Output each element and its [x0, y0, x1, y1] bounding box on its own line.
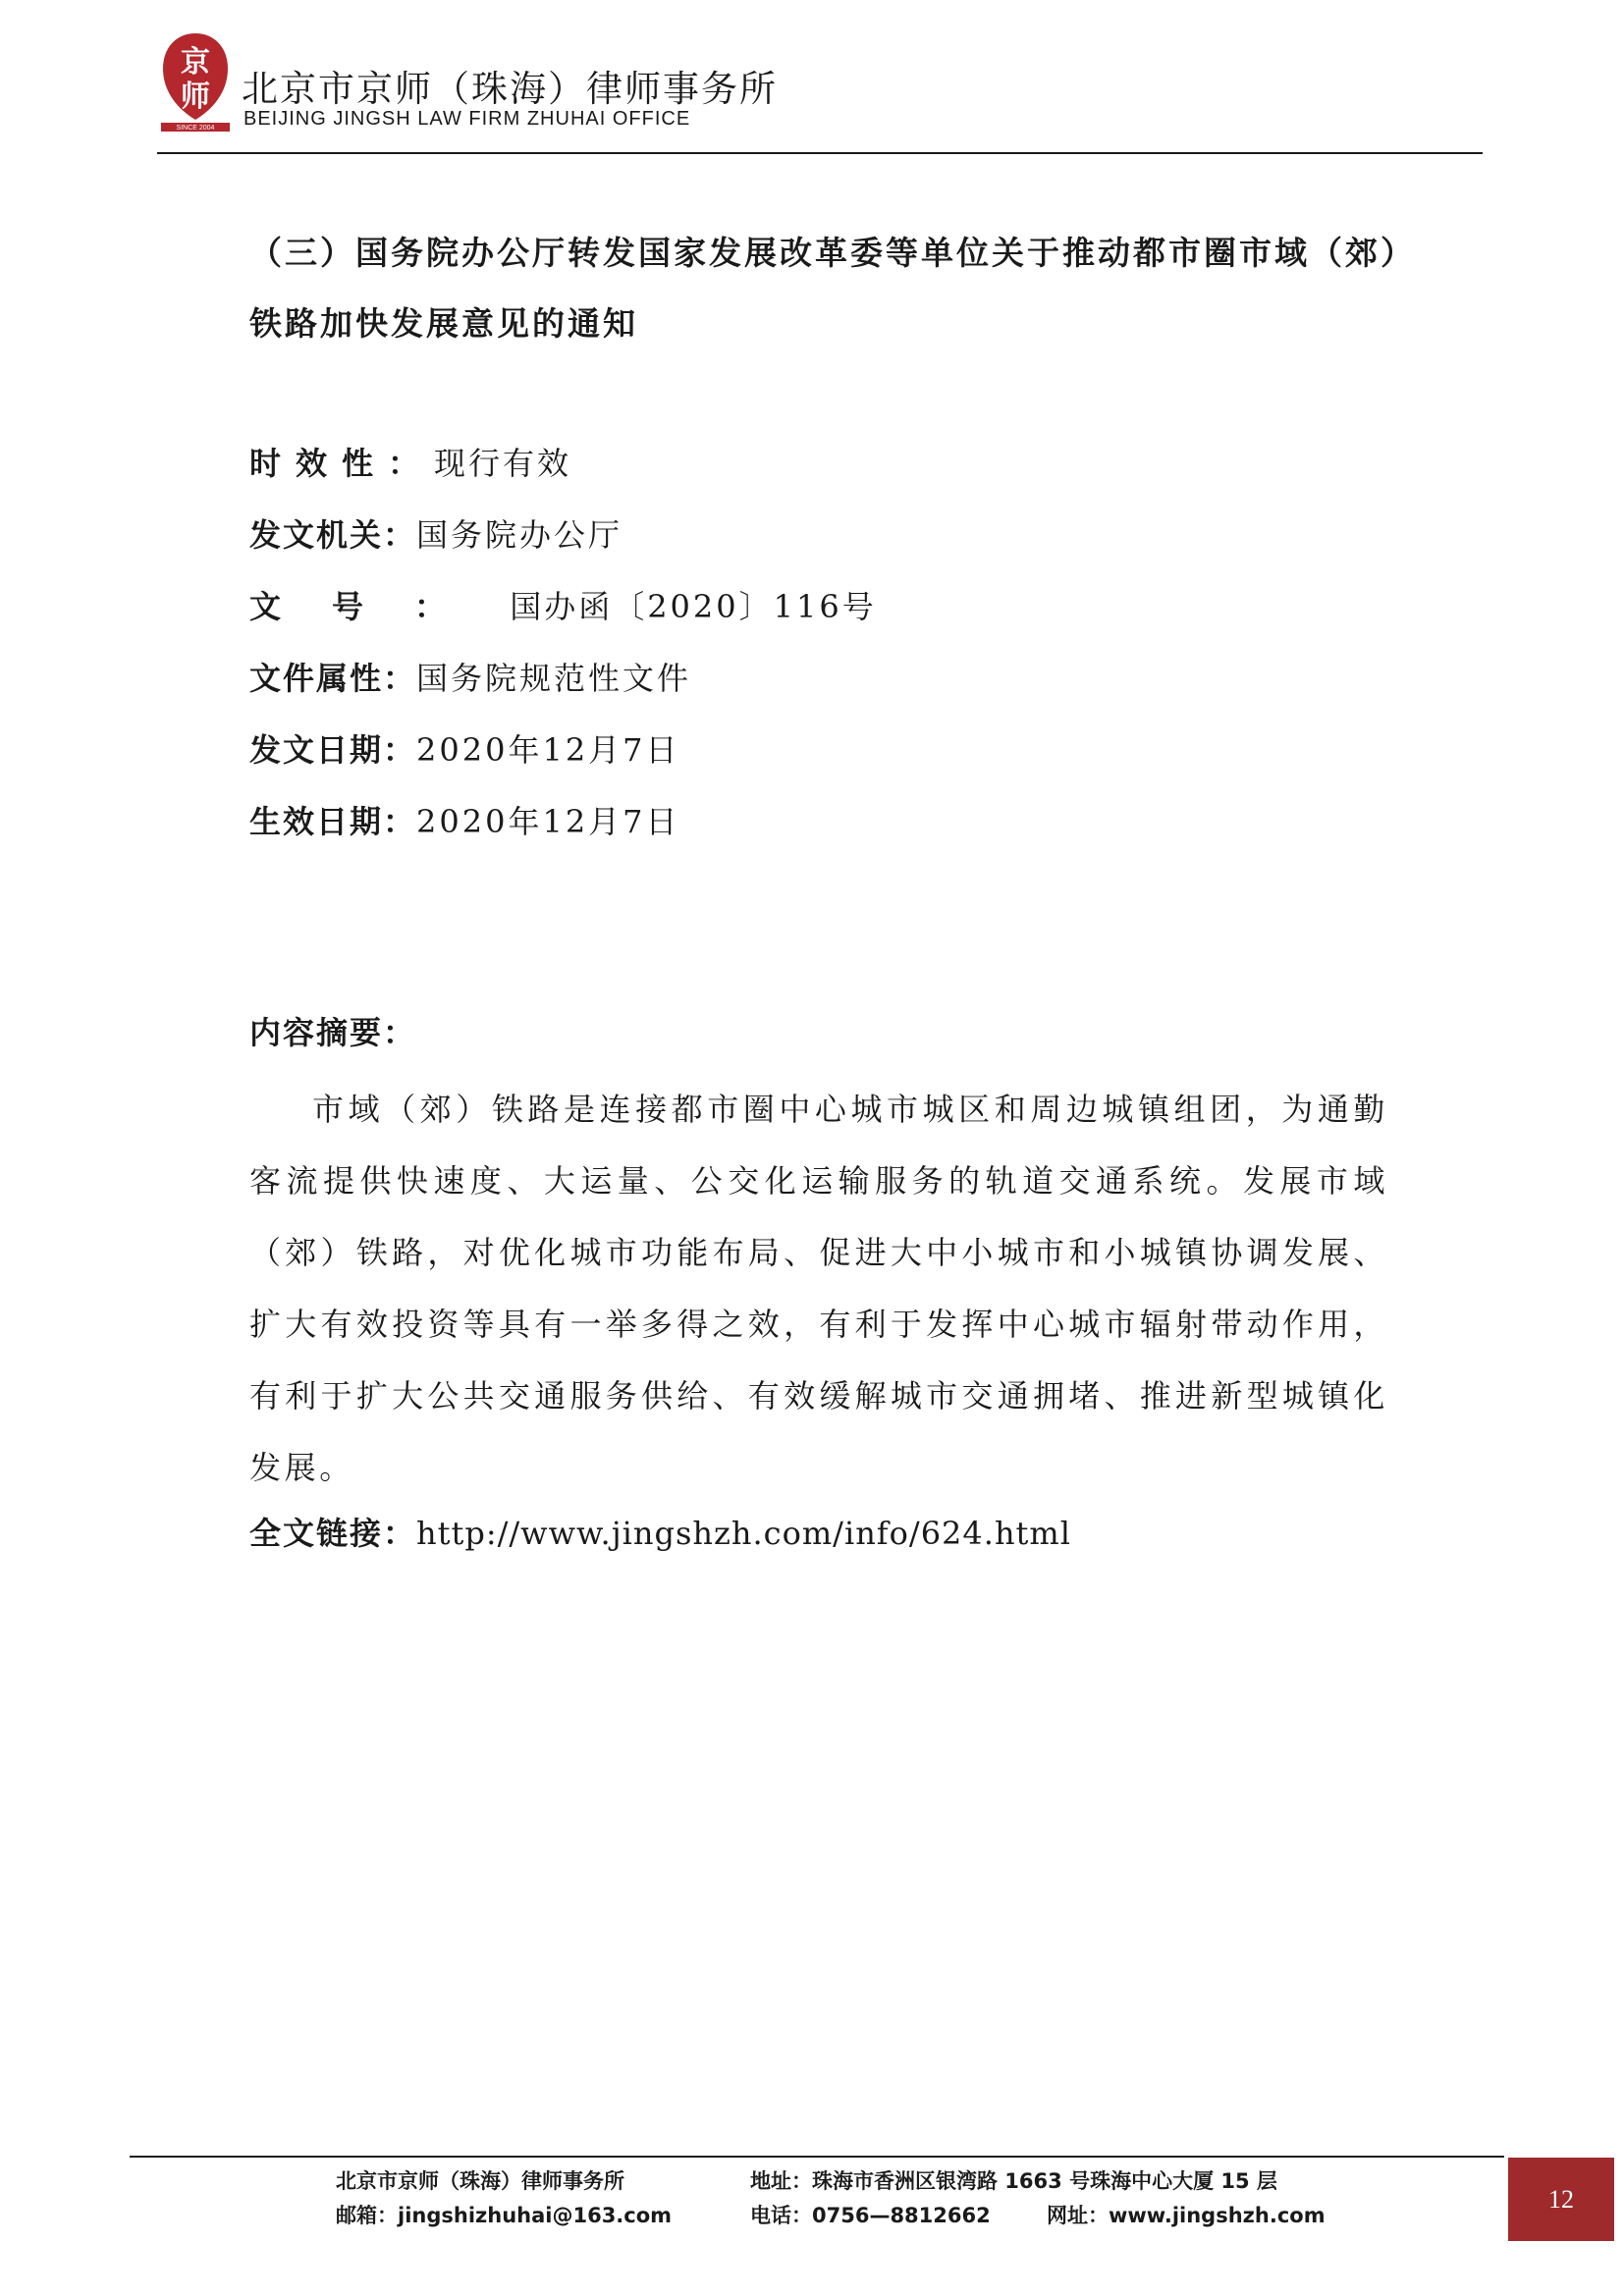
- footer-email: 邮箱：jingshizhuhai@163.com: [336, 2204, 673, 2227]
- firm-logo-seal: [157, 27, 234, 133]
- fulltext-link[interactable]: http://www.jingshzh.com/info/624.html: [416, 1515, 1071, 1552]
- footer-phone: 电话：0756—8812662: [750, 2204, 991, 2227]
- header-divider: [157, 152, 1483, 154]
- footer-address: 地址：珠海市香洲区银湾路 1663 号珠海中心大厦 15 层: [750, 2169, 1277, 2193]
- firm-name-en: BEIJING JINGSH LAW FIRM ZHUHAI OFFICE: [244, 108, 691, 130]
- meta-value: 国办函〔2020〕116号: [497, 588, 877, 625]
- footer-firm-name: 北京市京师（珠海）律师事务所: [336, 2169, 624, 2193]
- meta-label: 发文日期：: [249, 731, 417, 769]
- meta-issue-date: [249, 721, 1329, 792]
- svg-text:SINCE 2004: SINCE 2004: [176, 125, 215, 132]
- meta-label: 时效性：: [249, 445, 435, 482]
- meta-value: 2020年12月7日: [416, 731, 680, 769]
- summary-heading: 内容摘要：: [249, 1014, 417, 1051]
- meta-issuer: [249, 506, 1329, 577]
- fulltext-label: 全文链接：: [249, 1515, 417, 1552]
- footer-website: 网址：www.jingshzh.com: [1047, 2204, 1326, 2227]
- firm-name-cn: 北京市京师（珠海）律师事务所: [242, 68, 778, 110]
- meta-label: 文件属性：: [249, 660, 417, 697]
- summary-paragraph: 市域（郊）铁路是连接都市圈中心城市城区和周边城镇组团，为通勤客流提供快速度、大运量、公交化运输服务的轨道交通系统。发展市域（郊）铁路，对优化城市功能布局、促进大中小城市和小城镇协调发展、扩大有效投资等具有一举多得之效，有利于发挥中心城市辐射带动作用，有利于扩大公共交通服务供给、有效缓解城市交通拥堵、推进新型城镇化发展。: [249, 1091, 1388, 1486]
- meta-value: 国务院规范性文件: [416, 660, 692, 697]
- meta-value: 国务院办公厅: [416, 516, 623, 554]
- document-title: （三）国务院办公厅转发国家发展改革委等单位关于推动都市圈市域（郊）铁路加快发展意见的通知: [249, 234, 1400, 343]
- meta-effective-date: [249, 792, 1329, 864]
- meta-validity: [249, 434, 1329, 506]
- meta-value: 2020年12月7日: [416, 803, 680, 840]
- fulltext-line: [249, 1504, 1071, 1563]
- meta-doc-number: [249, 577, 1329, 649]
- meta-doc-type: [249, 649, 1329, 721]
- svg-text:师: 师: [181, 80, 210, 114]
- document-metadata: [249, 434, 1329, 864]
- footer-divider: [130, 2156, 1504, 2158]
- meta-label: 发文机关：: [249, 516, 417, 554]
- meta-label: 生效日期：: [249, 803, 417, 840]
- svg-text:京: 京: [181, 45, 210, 80]
- letterhead: [157, 27, 1483, 155]
- page-number: 12: [1508, 2158, 1614, 2241]
- meta-label: 文号：: [249, 588, 498, 625]
- meta-value: 现行有效: [434, 445, 572, 482]
